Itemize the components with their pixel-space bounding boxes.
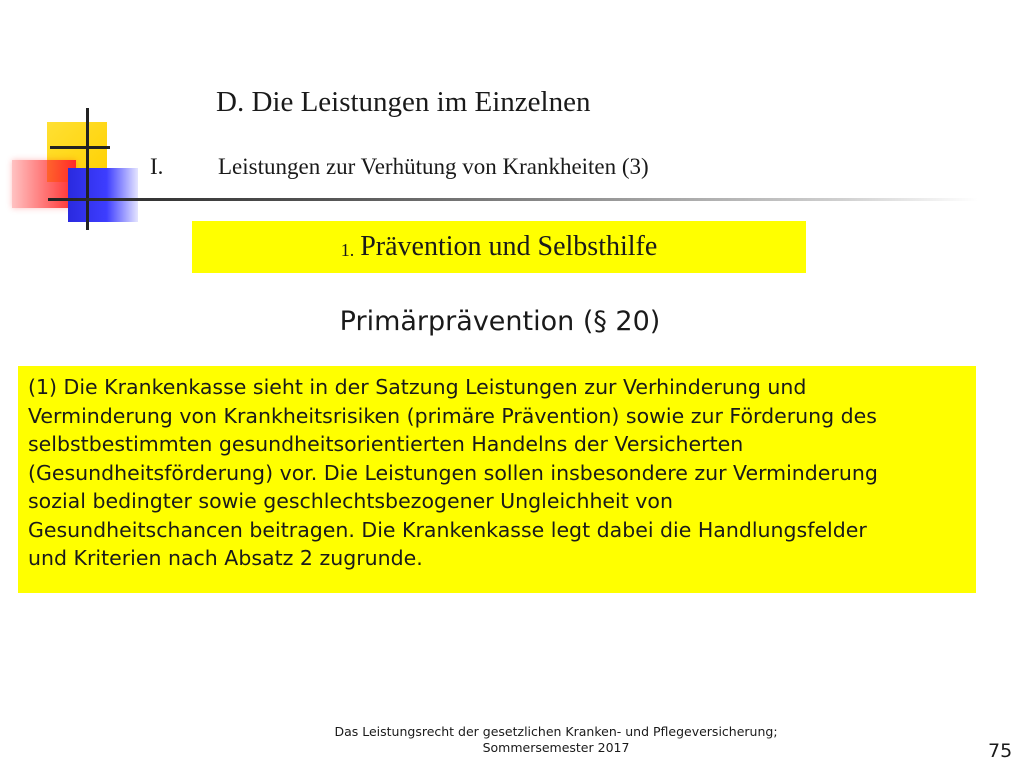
page-number: 75 [988,740,1013,762]
slide-title: D. Die Leistungen im Einzelnen [216,86,591,118]
logo-vertical-line [86,108,89,230]
decorative-logo [0,0,260,240]
footer [300,724,812,756]
paragraph-line: (Gesundheitsförderung) vor. Die Leistungen sollen insbesondere zur Verminderung [28,460,878,485]
paragraph-line: (1) Die Krankenkasse sieht in der Satzung Leistungen zur Verhinderung und [28,375,807,399]
paragraph-line: selbstbestimmten gesundheitsorientierten Handelns der Versicherten [28,432,744,456]
paragraph-line: sozial bedingter sowie geschlechtsbezogener Ungleichheit von [28,489,673,513]
slide-subtitle [150,154,649,180]
title-divider-line [48,198,978,201]
subtitle-text: Leistungen zur Verhütung von Krankheiten (3) [218,154,649,179]
footer-line-1: Das Leistungsrecht der gesetzlichen Kranken- und Pflegeversicherung; [334,724,778,739]
section-heading-box [192,221,806,273]
paragraph-line: und Kriterien nach Absatz 2 zugrunde. [28,546,423,570]
paragraph-line: Verminderung von Krankheitsrisiken (primäre Prävention) sowie zur Förderung des [28,403,877,428]
subheading: Primärprävention (§ 20) [339,306,661,337]
paragraph-box [18,366,976,593]
logo-blue-square [68,168,138,222]
footer-line-2: Sommersemester 2017 [482,740,630,755]
section-number: 1. [340,239,355,260]
subtitle-number: I. [150,154,164,179]
section-title: Prävention und Selbsthilfe [360,231,658,262]
logo-horizontal-line [50,146,110,149]
paragraph-line: Gesundheitschancen beitragen. Die Krankenkasse legt dabei die Handlungsfelder [28,517,867,542]
